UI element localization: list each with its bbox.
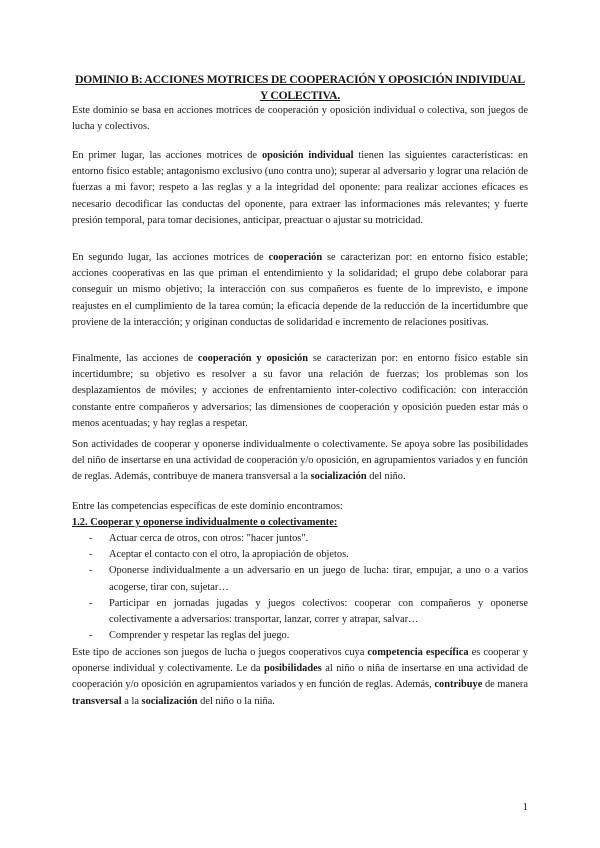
bold-term: cooperación	[268, 252, 323, 263]
competencia-number: 1.2.	[72, 517, 91, 528]
text-run: se caracterizan por: en entorno físico estable sin incertidumbre; su objetivo es resolver a su favor una relación de fuerzas; los problemas son los desplazamientos de móviles; y acciones de enfrentamiento inter-colectivo codificación: con interacción constante entre compañeros y adversarios; las dimensiones de cooperación y oposición pueden estar más o menos acentuadas; y hay reglas a respetar.	[72, 353, 529, 429]
dash-bullet: -	[89, 630, 93, 642]
text-run: tienen las siguientes características: en entorno físico estable; antagonismo exclusivo (uno contra uno); superar al adversario y lograr una relación de fuerzas a mi favor; respeto a las reglas y a la integridad del oponente: para realizar acciones eficaces es necesario decodificar las conductas del oponente, para extraer las informaciones más relevantes; y fuerte presión temporal, para tomar decisiones, anticipar, preactuar o ajustar su motricidad.	[72, 150, 528, 226]
paragraph-oposicion-individual	[72, 148, 528, 229]
bold-term: competencia específica	[367, 647, 469, 658]
list-item-text: Aceptar el contacto con el otro, la apropiación de objetos.	[109, 549, 349, 561]
intro-paragraph: Este dominio se basa en acciones motrices de cooperación y oposición individual o colectiva, son juegos de lucha y colectivos.	[72, 105, 528, 133]
page-title: DOMINIO B: ACCIONES MOTRICES DE COOPERACIÓN Y OPOSICIÓN INDIVIDUAL Y COLECTIVA.	[75, 73, 525, 102]
list-item	[72, 531, 528, 547]
dash-bullet: -	[89, 597, 93, 609]
bold-term: oposición individual	[261, 150, 354, 161]
page-number: 1	[522, 801, 528, 813]
dash-bullet: -	[89, 549, 93, 561]
text-run: a la	[121, 695, 142, 707]
bold-term: socialización	[310, 471, 367, 483]
text-run: es cooperar y oponerse individual y colectivamente. Le da	[72, 647, 528, 675]
text-run: al niño o niña de insertarse en una actividad de cooperación y/o oposición en agrupamientos variados y en función de reglas. Además,	[72, 663, 528, 691]
text-run: se caracterizan por: en entorno físico estable; acciones cooperativas en las que priman el entendimiento y la solidaridad; el grupo debe colaborar para conseguir un mismo objetivo; la interacción con sus compañeros es fuente de lo imprevisto, e impone reajustes en el cumplimiento de la tarea común; la eficacia depende de la reducción de la incertidumbre que proviene de la interacción; y originan conductas de solidaridad e incremento de relaciones positivas.	[72, 252, 528, 328]
bold-term: contribuye	[434, 679, 483, 691]
text-run: Este tipo de acciones son juegos de lucha o juegos cooperativos cuya	[72, 647, 368, 658]
bold-term: socialización	[141, 695, 198, 707]
paragraph-tipo-acciones	[72, 645, 528, 710]
bold-term: cooperación y oposición	[197, 353, 309, 364]
list-item-text: Oponerse individualmente a un adversario en un juego de lucha: tirar, empujar, a uno o a varios acogerse, tirar con, sujetar…	[109, 565, 528, 593]
competencias-list	[72, 531, 528, 644]
list-item	[72, 628, 528, 644]
list-item	[72, 547, 528, 563]
bold-term: posibilidades	[264, 663, 322, 675]
text-run: En segundo lugar, las acciones motrices de	[72, 252, 269, 263]
dash-bullet: -	[89, 533, 93, 544]
list-item-text: Participar en jornadas jugadas y juegos colectivos: cooperar con compañeros y oponerse colectivamente a adversarios: transportar, lanzar, correr y atrapar, salvar…	[109, 597, 528, 626]
text-run: de manera	[482, 679, 528, 691]
text-run: Finalmente, las acciones de	[72, 353, 198, 364]
competencia-heading-text: Cooperar y oponerse individualmente o colectivamente:	[90, 517, 338, 528]
list-item-text: Comprender y respetar las reglas del juego.	[109, 630, 290, 642]
competencias-intro: Entre las competencias específicas de este dominio encontramos:	[72, 501, 343, 512]
text-run: del niño o la niña.	[197, 695, 275, 707]
bold-term: transversal	[72, 695, 122, 707]
text-run: En primer lugar, las acciones motrices de	[72, 150, 262, 161]
paragraph-cooperacion	[72, 250, 528, 331]
paragraph-cooperacion-oposicion	[72, 351, 528, 432]
list-item	[72, 596, 528, 628]
competencia-heading	[72, 515, 528, 531]
text-run: del niño.	[366, 471, 406, 483]
text-run: Son actividades de cooperar y oponerse individualmente o colectivamente. Se apoya sobre las posibilidades del niño de insertarse en una actividad de cooperación y/o oposición, en agrupamientos variados y en función de reglas. Además, contribuye de manera transversal a la	[72, 439, 528, 483]
list-item-text: Actuar cerca de otros, con otros: "hacer juntos".	[109, 533, 309, 544]
paragraph-actividades	[72, 437, 528, 486]
dash-bullet: -	[89, 565, 93, 577]
list-item	[72, 563, 528, 595]
